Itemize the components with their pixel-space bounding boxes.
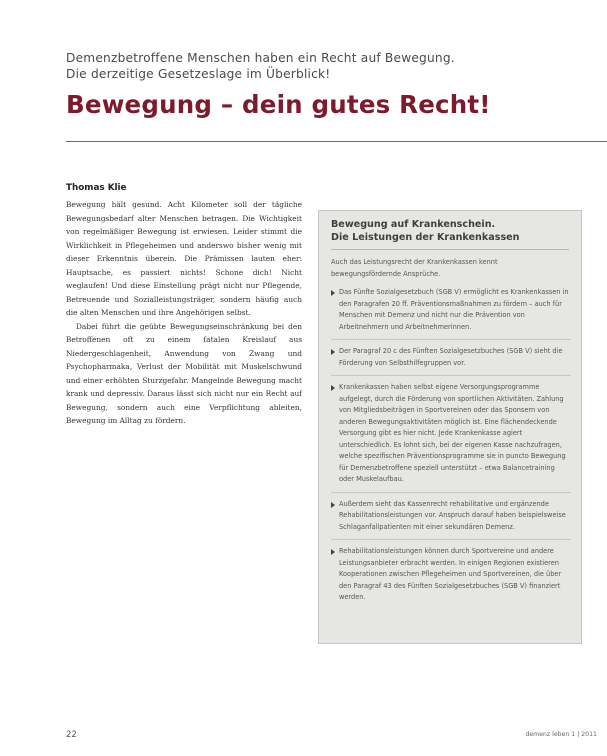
article-lead — [66, 50, 586, 82]
article-body — [66, 198, 302, 428]
info-box-intro: Auch das Leistungsrecht der Krankenkassen kennt bewegungsfördernde Ansprüche. — [331, 258, 498, 278]
lead-line-2: Die derzeitige Gesetzeslage im Überblick! — [66, 67, 331, 81]
publication-reference: demenz leben 1 | 2011 — [525, 731, 597, 738]
info-box — [318, 210, 582, 644]
list-separator — [331, 339, 571, 340]
info-box-list — [331, 287, 571, 610]
lead-line-1: Demenzbetroffene Menschen haben ein Recht auf Bewegung. — [66, 51, 455, 65]
title-rule — [66, 141, 607, 142]
body-paragraph-2: Dabei führt die geübte Bewegungseinschränkung bei den Betroffenen oft zu einem fatalen Kreislauf aus Niedergeschlagenheit, Anwendung von Zwang und Psychopharmaka, Verlust der Mobilität mit Muskelschwund und einer erhöhten Sturzgefahr. Mangelnde Bewegung macht krank und depressiv. Daraus lässt sich nicht nur ein Recht auf Bewegung, sondern auch eine Verpflichtung ableiten, Bewegung im Alltag zu fördern. — [66, 321, 302, 425]
list-item: Der Paragraf 20 c des Fünften Sozialgesetzbuches (SGB V) sieht die Förderung von Selbsthilfegruppen vor. — [331, 346, 571, 369]
info-box-title-line-1: Bewegung auf Krankenschein. — [331, 219, 496, 230]
list-item: Krankenkassen haben selbst eigene Versorgungsprogramme aufgelegt, durch die Förderung von sportlichen Aktivitäten. Zahlung von Mitgliedsbeiträgen in Sportvereinen oder das Sponsern von anderen Bewegungsaktivitäten möglich ist. Eine flächendeckende Versorgung gibt es hier nicht. Jede Krankenkasse agiert unterschiedlich. Es lohnt sich, bei der eigenen Kasse nachzufragen, welche spezifischen Präventionsprogramme sie in puncto Bewegung für Demenzbetroffene speziell unterstützt – etwa Balancetraining oder Muskelaufbau. — [331, 382, 571, 486]
info-box-title-line-2: Die Leistungen der Krankenkassen — [331, 231, 520, 243]
info-box-title — [331, 219, 571, 244]
list-item: Rehabilitationsleistungen können durch Sportvereine und andere Leistungsanbieter erbracht werden. In einigen Regionen existieren Kooperationen zwischen Pflegeheimen und Sportvereinen, die über den Paragraf 43 des Fünften Sozialgesetzbuches (SGB V) finanziert werden. — [331, 546, 571, 604]
body-paragraph-1: Bewegung hält gesund. Acht Kilometer soll der tägliche Bewegungsbedarf alter Menschen betragen. Die Wichtigkeit von regelmäßiger Bewegung ist erwiesen. Leider stimmt die Wirklichkeit in Pflegeheimen und anderswo bisher wenig mit dieser Erkenntnis überein. Die Prämissen lauten eher: Hauptsache, es passiert nichts! Schone dich! Nicht weglaufen! Und diese Einstellung prägt nicht nur Pflegende, Betreuende und Sozialleistungsträger, sondern häufig auch die alten Menschen und ihre Angehörigen selbst. — [66, 200, 302, 317]
list-separator — [331, 539, 571, 540]
author-name: Thomas Klie — [66, 183, 127, 193]
list-item: Das Fünfte Sozialgesetzbuch (SGB V) ermöglicht es Krankenkassen in den Paragrafen 20 ff. Präventionsmaßnahmen zu fördern – auch für Menschen mit Demenz und nicht nur die Prävention von Arbeitnehmern und Arbeitnehmerinnen. — [331, 287, 571, 333]
list-separator — [331, 492, 571, 493]
article-title: Bewegung – dein gutes Recht! — [66, 90, 491, 119]
info-box-divider — [331, 249, 569, 250]
page-number: 22 — [66, 730, 77, 740]
list-item: Außerdem sieht das Kassenrecht rehabilitative und ergänzende Rehabilitationsleistungen vor. Anspruch darauf haben beispielsweise Schlaganfallpatienten mit einer sekundären Demenz. — [331, 499, 571, 534]
list-separator — [331, 375, 571, 376]
